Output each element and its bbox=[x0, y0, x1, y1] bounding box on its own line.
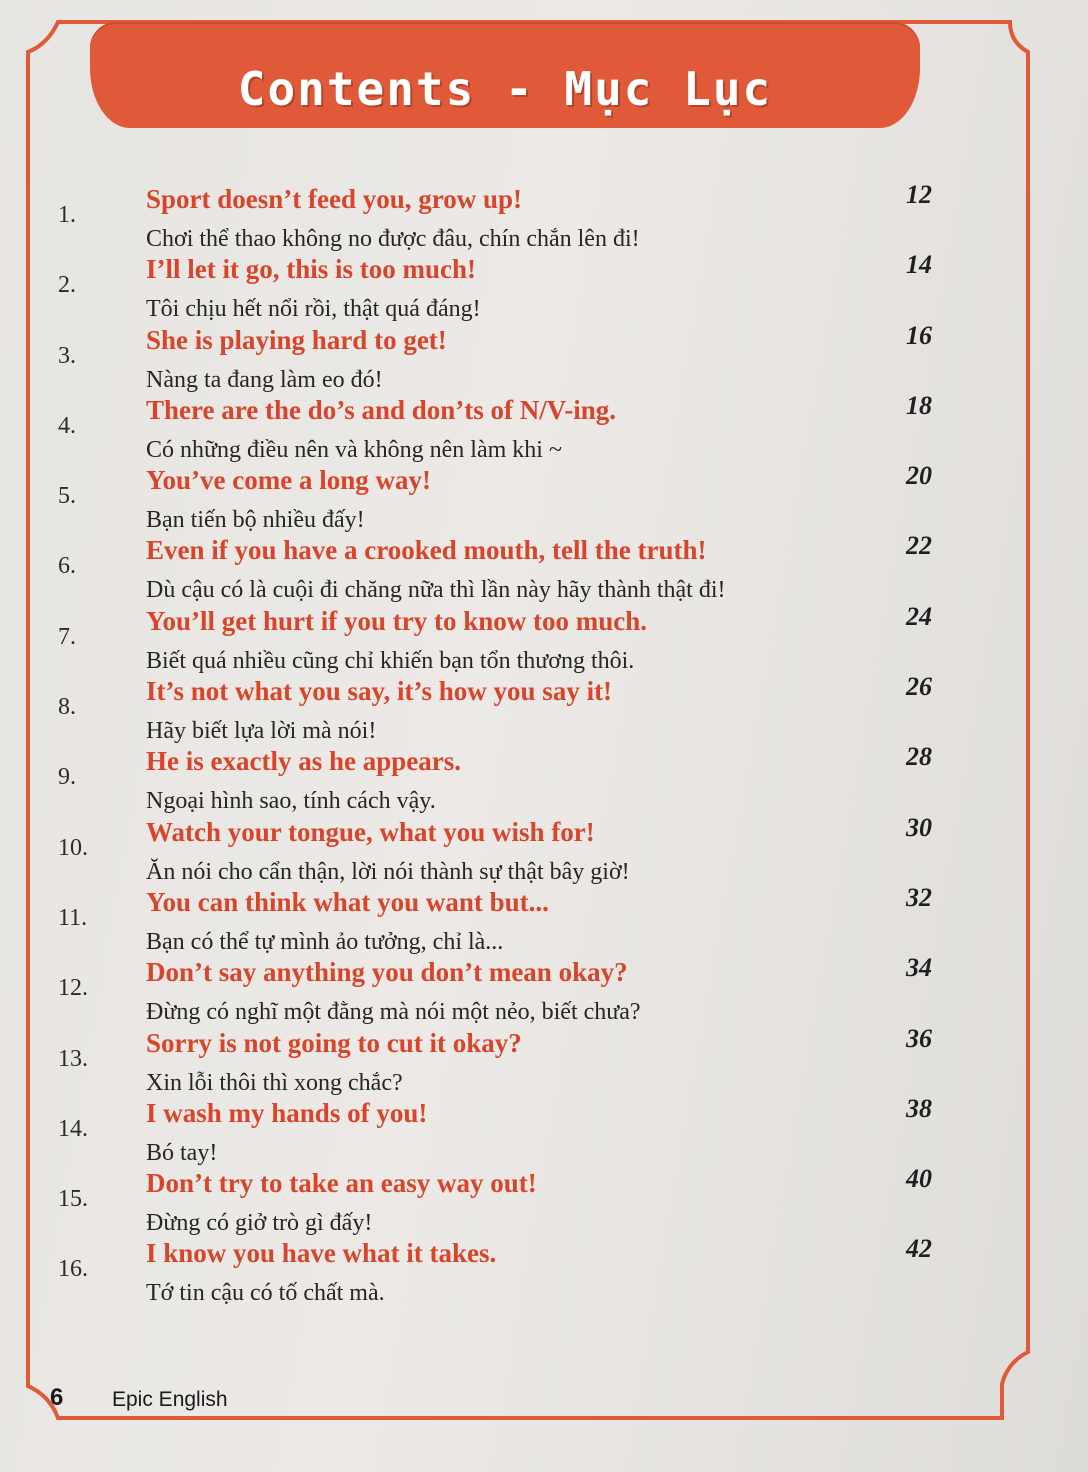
entry-vietnamese-title: Ngoại hình sao, tính cách vậy. bbox=[146, 788, 436, 815]
footer-page-number: 6 bbox=[50, 1384, 64, 1411]
entry-page-number: 12 bbox=[906, 180, 932, 209]
entry-english-title: Sport doesn’t feed you, grow up! bbox=[146, 184, 523, 214]
toc-entry-3[interactable] bbox=[58, 321, 938, 391]
entry-page-number: 18 bbox=[906, 390, 932, 420]
entry-english-title: She is playing hard to get! bbox=[146, 324, 447, 355]
entry-number: 8. bbox=[58, 694, 76, 721]
entry-page-number: 16 bbox=[906, 320, 932, 350]
entry-english-title: Sorry is not going to cut it okay? bbox=[146, 1027, 522, 1058]
entry-number: 12. bbox=[58, 975, 88, 1002]
entry-number: 10. bbox=[58, 834, 88, 861]
entry-page-number: 38 bbox=[906, 1093, 932, 1123]
entry-page-number: 32 bbox=[906, 882, 932, 912]
entry-number: 4. bbox=[58, 412, 76, 439]
entry-number: 14. bbox=[58, 1115, 88, 1142]
entry-english-title: I wash my hands of you! bbox=[146, 1097, 428, 1128]
entry-number: 7. bbox=[58, 623, 76, 650]
entry-english-title: It’s not what you say, it’s how you say it! bbox=[146, 676, 613, 707]
entry-vietnamese-title: Bạn tiến bộ nhiều đấy! bbox=[146, 507, 365, 534]
entry-vietnamese-title: Bó tay! bbox=[146, 1139, 218, 1166]
entry-number: 11. bbox=[58, 904, 88, 931]
entry-english-title: You’ve come a long way! bbox=[146, 465, 431, 496]
entry-number: 13. bbox=[58, 1045, 88, 1072]
toc-entry-5[interactable] bbox=[58, 461, 938, 534]
toc-entry-9[interactable] bbox=[58, 742, 938, 815]
entry-english-title: There are the do’s and don’ts of N/V-ing. bbox=[146, 394, 617, 425]
entry-page-number: 24 bbox=[906, 601, 932, 631]
entry-english-title: He is exactly as he appears. bbox=[146, 746, 461, 777]
table-of-contents bbox=[58, 180, 938, 1305]
entry-english-title: You’ll get hurt if you try to know too much. bbox=[146, 605, 648, 636]
entry-page-number: 26 bbox=[906, 672, 932, 702]
entry-english-title: Don’t try to take an easy way out! bbox=[146, 1168, 537, 1199]
entry-vietnamese-title: Xin lỗi thôi thì xong chắc? bbox=[146, 1069, 403, 1096]
entry-vietnamese-title: Nàng ta đang làm eo đó! bbox=[146, 366, 383, 393]
toc-entry-14[interactable] bbox=[58, 1094, 938, 1164]
toc-entry-16[interactable] bbox=[58, 1234, 938, 1307]
toc-entry-11[interactable] bbox=[58, 883, 938, 953]
entry-number: 2. bbox=[58, 272, 76, 299]
entry-page-number: 42 bbox=[906, 1234, 932, 1264]
entry-number: 16. bbox=[58, 1256, 88, 1283]
page-title: Contents - Mục Lục bbox=[237, 62, 773, 116]
toc-entry-7[interactable] bbox=[58, 602, 938, 672]
entry-vietnamese-title: Có những điều nên và không nên làm khi ~ bbox=[146, 436, 562, 463]
toc-entry-13[interactable] bbox=[58, 1024, 938, 1094]
entry-english-title: Don’t say anything you don’t mean okay? bbox=[146, 957, 628, 988]
entry-vietnamese-title: Đừng có nghĩ một đằng mà nói một nẻo, biết chưa? bbox=[146, 999, 641, 1026]
entry-vietnamese-title: Dù cậu có là cuội đi chăng nữa thì lần này hãy thành thật đi! bbox=[146, 577, 726, 604]
entry-vietnamese-title: Chơi thể thao không no được đâu, chín chắn lên đi! bbox=[146, 226, 640, 252]
entry-english-title: I’ll let it go, this is too much! bbox=[146, 254, 476, 285]
entry-number: 6. bbox=[58, 553, 76, 580]
toc-entry-6[interactable] bbox=[58, 531, 938, 604]
toc-entry-10[interactable] bbox=[58, 813, 938, 883]
toc-entry-12[interactable] bbox=[58, 953, 938, 1026]
toc-entry-2[interactable] bbox=[58, 250, 938, 323]
entry-number: 1. bbox=[58, 202, 76, 228]
entry-vietnamese-title: Ăn nói cho cẩn thận, lời nói thành sự thật bây giờ! bbox=[146, 858, 630, 885]
entry-vietnamese-title: Hãy biết lựa lời mà nói! bbox=[146, 718, 377, 745]
entry-vietnamese-title: Tớ tin cậu có tố chất mà. bbox=[146, 1280, 385, 1307]
entry-page-number: 34 bbox=[906, 953, 932, 983]
toc-entry-15[interactable] bbox=[58, 1164, 938, 1237]
entry-page-number: 30 bbox=[906, 812, 932, 842]
entry-number: 5. bbox=[58, 483, 76, 510]
entry-page-number: 28 bbox=[906, 742, 932, 772]
entry-vietnamese-title: Tôi chịu hết nổi rồi, thật quá đáng! bbox=[146, 296, 481, 323]
title-banner bbox=[90, 22, 920, 128]
entry-page-number: 36 bbox=[906, 1023, 932, 1053]
entry-vietnamese-title: Biết quá nhiều cũng chỉ khiến bạn tổn thương thôi. bbox=[146, 647, 635, 674]
entry-english-title: You can think what you want but... bbox=[146, 886, 549, 917]
entry-english-title: Watch your tongue, what you wish for! bbox=[146, 816, 595, 847]
entry-page-number: 40 bbox=[906, 1164, 932, 1194]
entry-number: 15. bbox=[58, 1186, 88, 1213]
entry-english-title: Even if you have a crooked mouth, tell the truth! bbox=[146, 535, 707, 566]
toc-entry-1[interactable] bbox=[58, 180, 938, 250]
entry-english-title: I know you have what it takes. bbox=[146, 1238, 497, 1269]
toc-entry-4[interactable] bbox=[58, 391, 938, 461]
entry-vietnamese-title: Đừng có giở trò gì đấy! bbox=[146, 1210, 373, 1237]
entry-vietnamese-title: Bạn có thể tự mình ảo tưởng, chỉ là... bbox=[146, 928, 504, 955]
footer-book-title: Epic English bbox=[112, 1388, 228, 1411]
entry-page-number: 22 bbox=[906, 531, 932, 561]
entry-page-number: 20 bbox=[906, 461, 932, 491]
entry-number: 3. bbox=[58, 342, 76, 369]
entry-number: 9. bbox=[58, 764, 76, 791]
entry-page-number: 14 bbox=[906, 250, 932, 280]
toc-entry-8[interactable] bbox=[58, 672, 938, 745]
